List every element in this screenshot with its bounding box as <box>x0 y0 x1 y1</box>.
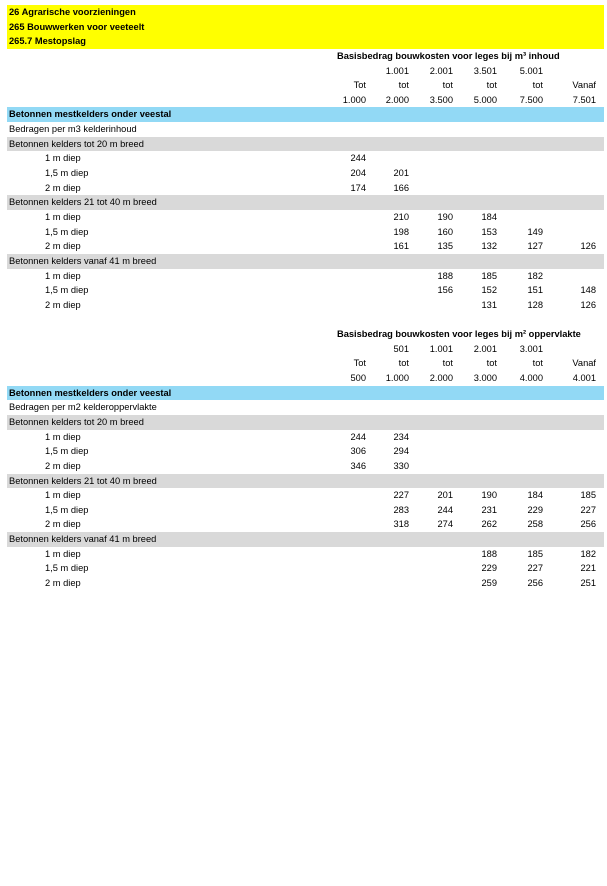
cell-value: 262 <box>481 519 497 530</box>
cell-value: 127 <box>527 241 543 252</box>
table-row <box>7 517 604 532</box>
cell-value: 234 <box>393 431 409 442</box>
cell-value: 182 <box>527 270 543 281</box>
cell-value: 294 <box>393 446 409 457</box>
row-label: 2 m diep <box>45 460 81 471</box>
cell-value: 251 <box>580 577 596 588</box>
cell-value: 184 <box>481 211 497 222</box>
cell-value: 259 <box>481 577 497 588</box>
row-label: 1,5 m diep <box>45 226 89 237</box>
column-header: Tot <box>353 80 366 91</box>
column-header: Vanaf <box>572 80 596 91</box>
column-header: tot <box>532 80 543 91</box>
row-label: 1 m diep <box>45 548 81 559</box>
blank-row <box>7 312 604 327</box>
cell-value: 135 <box>437 241 453 252</box>
cell-value: 132 <box>481 241 497 252</box>
column-header: 1.000 <box>385 373 409 384</box>
column-header: 7.501 <box>572 94 596 105</box>
column-header: tot <box>486 358 497 369</box>
row-label: 2 m diep <box>45 299 81 310</box>
column-header: Vanaf <box>572 358 596 369</box>
cell-value: 156 <box>437 285 453 296</box>
header-row <box>7 371 604 386</box>
cell-value: 204 <box>350 168 366 179</box>
row-label: 2 m diep <box>45 519 81 530</box>
cell-value: 149 <box>527 226 543 237</box>
subtitle: Bedragen per m2 kelderoppervlakte <box>9 402 157 413</box>
column-header: 2.001 <box>429 65 453 76</box>
table-row <box>7 576 604 591</box>
row-label: 1,5 m diep <box>45 563 89 574</box>
column-header: 1.001 <box>385 65 409 76</box>
column-header: tot <box>442 80 453 91</box>
column-header: 1.001 <box>429 343 453 354</box>
cell-value: 190 <box>437 211 453 222</box>
cell-value: 184 <box>527 490 543 501</box>
table-row <box>7 166 604 181</box>
column-header: 2.000 <box>429 373 453 384</box>
cell-value: 201 <box>437 490 453 501</box>
cell-value: 258 <box>527 519 543 530</box>
table-row <box>7 459 604 474</box>
row-label: 1 m diep <box>45 153 81 164</box>
subtitle: Bedragen per m3 kelderinhoud <box>9 124 137 135</box>
row-label: 1,5 m diep <box>45 285 89 296</box>
cell-value: 318 <box>393 519 409 530</box>
column-header: tot <box>532 358 543 369</box>
title-row <box>7 34 604 49</box>
cell-value: 185 <box>580 490 596 501</box>
group-row <box>7 415 604 430</box>
group-row <box>7 474 604 489</box>
column-header: tot <box>442 358 453 369</box>
section-row <box>7 107 604 122</box>
cell-value: 227 <box>393 490 409 501</box>
header-row <box>7 64 604 79</box>
cell-value: 210 <box>393 211 409 222</box>
section-title: Betonnen mestkelders onder veestal <box>9 109 172 120</box>
cell-value: 151 <box>527 285 543 296</box>
row-label: 1,5 m diep <box>45 168 89 179</box>
cell-value: 148 <box>580 285 596 296</box>
title-row <box>7 20 604 35</box>
group-label: Betonnen kelders tot 20 m breed <box>9 138 144 149</box>
table-row <box>7 210 604 225</box>
group-row <box>7 254 604 269</box>
column-header: 4.000 <box>519 373 543 384</box>
table-caption-row <box>7 327 604 342</box>
table-row <box>7 444 604 459</box>
table-row <box>7 298 604 313</box>
table-row <box>7 283 604 298</box>
row-label: 1,5 m diep <box>45 446 89 457</box>
table-caption: Basisbedrag bouwkosten voor leges bij m² oppervlakte <box>337 329 581 340</box>
row-label: 1 m diep <box>45 490 81 501</box>
row-label: 1,5 m diep <box>45 504 89 515</box>
cell-value: 244 <box>350 153 366 164</box>
cell-value: 306 <box>350 446 366 457</box>
title-text: 265 Bouwwerken voor veeteelt <box>9 21 145 32</box>
column-header: 501 <box>393 343 409 354</box>
cell-value: 185 <box>527 548 543 559</box>
cell-value: 201 <box>393 168 409 179</box>
table-row <box>7 239 604 254</box>
column-header: tot <box>486 80 497 91</box>
group-row <box>7 532 604 547</box>
cell-value: 231 <box>481 504 497 515</box>
cell-value: 227 <box>527 563 543 574</box>
group-row <box>7 137 604 152</box>
cell-value: 188 <box>481 548 497 559</box>
column-header: 2.001 <box>473 343 497 354</box>
group-label: Betonnen kelders 21 tot 40 m breed <box>9 475 157 486</box>
cell-value: 126 <box>580 299 596 310</box>
subtitle-row <box>7 122 604 137</box>
title-row <box>7 5 604 20</box>
row-label: 2 m diep <box>45 182 81 193</box>
table-row <box>7 488 604 503</box>
cell-value: 221 <box>580 563 596 574</box>
column-header: 3.501 <box>473 65 497 76</box>
column-header: 2.000 <box>385 94 409 105</box>
table-row <box>7 561 604 576</box>
cell-value: 128 <box>527 299 543 310</box>
cell-value: 256 <box>580 519 596 530</box>
cell-value: 188 <box>437 270 453 281</box>
table-row <box>7 269 604 284</box>
cell-value: 283 <box>393 504 409 515</box>
group-label: Betonnen kelders vanaf 41 m breed <box>9 534 157 545</box>
cell-value: 244 <box>437 504 453 515</box>
title-text: 265.7 Mestopslag <box>9 36 86 47</box>
table-caption-row <box>7 49 604 64</box>
subtitle-row <box>7 400 604 415</box>
row-label: 2 m diep <box>45 577 81 588</box>
column-header: 1.000 <box>342 94 366 105</box>
table-row <box>7 151 604 166</box>
cell-value: 131 <box>481 299 497 310</box>
cell-value: 160 <box>437 226 453 237</box>
cell-value: 166 <box>393 182 409 193</box>
cell-value: 229 <box>527 504 543 515</box>
column-header: 3.000 <box>473 373 497 384</box>
table-row <box>7 547 604 562</box>
table-row <box>7 225 604 240</box>
title-text: 26 Agrarische voorzieningen <box>9 7 136 17</box>
header-row <box>7 93 604 108</box>
group-label: Betonnen kelders 21 tot 40 m breed <box>9 197 157 208</box>
row-label: 1 m diep <box>45 211 81 222</box>
column-header: 3.500 <box>429 94 453 105</box>
table-caption: Basisbedrag bouwkosten voor leges bij m³ inhoud <box>337 50 560 61</box>
row-label: 1 m diep <box>45 431 81 442</box>
cell-value: 227 <box>580 504 596 515</box>
cell-value: 182 <box>580 548 596 559</box>
header-row <box>7 78 604 93</box>
header-row <box>7 342 604 357</box>
cell-value: 190 <box>481 490 497 501</box>
column-header: 500 <box>350 373 366 384</box>
column-header: 5.001 <box>519 65 543 76</box>
cell-value: 161 <box>393 241 409 252</box>
column-header: 7.500 <box>519 94 543 105</box>
cell-value: 153 <box>481 226 497 237</box>
column-header: 3.001 <box>519 343 543 354</box>
cell-value: 244 <box>350 431 366 442</box>
cell-value: 256 <box>527 577 543 588</box>
cell-value: 346 <box>350 460 366 471</box>
cell-value: 126 <box>580 241 596 252</box>
cell-value: 152 <box>481 285 497 296</box>
cell-value: 185 <box>481 270 497 281</box>
cell-value: 174 <box>350 182 366 193</box>
group-row <box>7 195 604 210</box>
column-header: 4.001 <box>572 373 596 384</box>
header-row <box>7 356 604 371</box>
column-header: tot <box>398 80 409 91</box>
table-row <box>7 181 604 196</box>
spreadsheet <box>7 5 604 591</box>
column-header: 5.000 <box>473 94 497 105</box>
cell-value: 330 <box>393 460 409 471</box>
column-header: tot <box>398 358 409 369</box>
row-label: 2 m diep <box>45 241 81 252</box>
column-header: Tot <box>353 358 366 369</box>
cell-value: 198 <box>393 226 409 237</box>
table-row <box>7 503 604 518</box>
section-title: Betonnen mestkelders onder veestal <box>9 387 172 398</box>
row-label: 1 m diep <box>45 270 81 281</box>
section-row <box>7 386 604 401</box>
table-row <box>7 430 604 445</box>
cell-value: 274 <box>437 519 453 530</box>
group-label: Betonnen kelders vanaf 41 m breed <box>9 255 157 266</box>
group-label: Betonnen kelders tot 20 m breed <box>9 416 144 427</box>
cell-value: 229 <box>481 563 497 574</box>
